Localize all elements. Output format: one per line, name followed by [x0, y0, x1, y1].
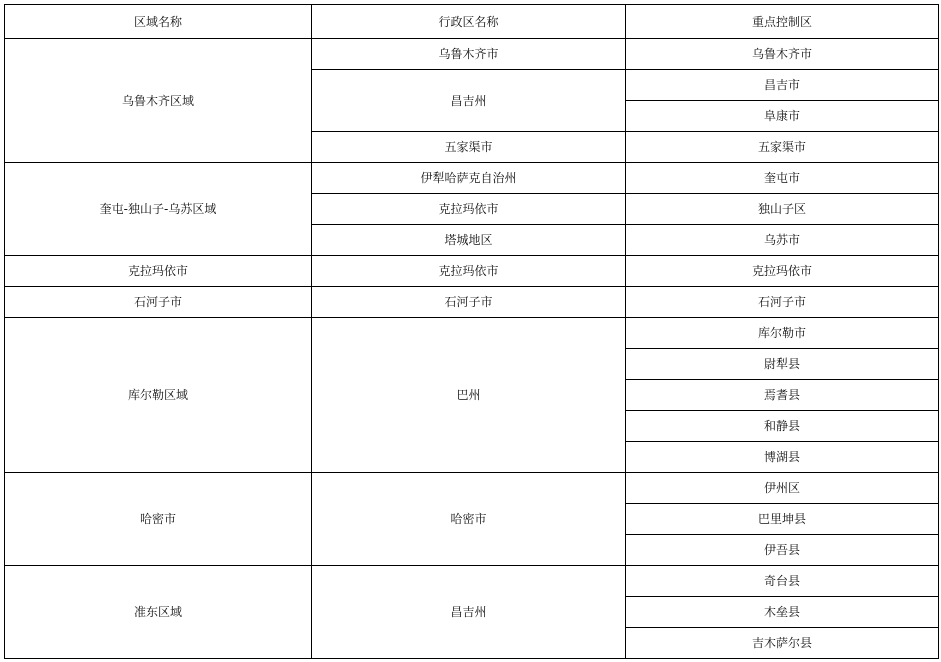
region-name-cell: 哈密市 — [5, 473, 312, 566]
key-control-zone-cell: 伊州区 — [626, 473, 939, 504]
admin-name-cell: 克拉玛依市 — [312, 194, 626, 225]
key-control-zone-cell: 奇台县 — [626, 566, 939, 597]
key-control-zone-cell: 独山子区 — [626, 194, 939, 225]
key-control-zone-cell: 乌鲁木齐市 — [626, 39, 939, 70]
admin-name-cell: 塔城地区 — [312, 225, 626, 256]
key-control-zone-cell: 阜康市 — [626, 101, 939, 132]
admin-name-cell: 克拉玛依市 — [312, 256, 626, 287]
table-row — [5, 39, 939, 70]
key-control-zone-cell: 昌吉市 — [626, 70, 939, 101]
key-control-zone-cell: 克拉玛依市 — [626, 256, 939, 287]
region-name-cell: 石河子市 — [5, 287, 312, 318]
key-control-zone-cell: 奎屯市 — [626, 163, 939, 194]
table-row — [5, 287, 939, 318]
key-control-zone-cell: 尉犁县 — [626, 349, 939, 380]
admin-name-cell: 昌吉州 — [312, 566, 626, 659]
table-row — [5, 318, 939, 349]
admin-name-cell: 昌吉州 — [312, 70, 626, 132]
table-row — [5, 163, 939, 194]
region-name-cell: 准东区域 — [5, 566, 312, 659]
table-row — [5, 566, 939, 597]
table-row — [5, 473, 939, 504]
admin-name-cell: 石河子市 — [312, 287, 626, 318]
admin-name-cell: 乌鲁木齐市 — [312, 39, 626, 70]
region-name-cell: 库尔勒区域 — [5, 318, 312, 473]
key-control-zone-cell: 和静县 — [626, 411, 939, 442]
key-control-zone-cell: 博湖县 — [626, 442, 939, 473]
table-body — [5, 39, 939, 659]
key-control-zone-cell: 焉耆县 — [626, 380, 939, 411]
key-control-zone-cell: 木垒县 — [626, 597, 939, 628]
admin-name-cell: 伊犁哈萨克自治州 — [312, 163, 626, 194]
region-name-cell: 奎屯-独山子-乌苏区域 — [5, 163, 312, 256]
key-control-zone-cell: 五家渠市 — [626, 132, 939, 163]
table-row — [5, 256, 939, 287]
admin-name-cell: 巴州 — [312, 318, 626, 473]
key-control-zone-cell: 库尔勒市 — [626, 318, 939, 349]
key-control-zone-cell: 吉木萨尔县 — [626, 628, 939, 659]
key-control-zone-cell: 乌苏市 — [626, 225, 939, 256]
region-control-table — [4, 4, 939, 659]
region-name-cell: 乌鲁木齐区域 — [5, 39, 312, 163]
header-region-name: 区域名称 — [5, 5, 312, 39]
key-control-zone-cell: 石河子市 — [626, 287, 939, 318]
table-header — [5, 5, 939, 39]
header-admin-name: 行政区名称 — [312, 5, 626, 39]
key-control-zone-cell: 巴里坤县 — [626, 504, 939, 535]
header-row — [5, 5, 939, 39]
region-name-cell: 克拉玛依市 — [5, 256, 312, 287]
key-control-zone-cell: 伊吾县 — [626, 535, 939, 566]
header-key-control-zone: 重点控制区 — [626, 5, 939, 39]
admin-name-cell: 五家渠市 — [312, 132, 626, 163]
admin-name-cell: 哈密市 — [312, 473, 626, 566]
